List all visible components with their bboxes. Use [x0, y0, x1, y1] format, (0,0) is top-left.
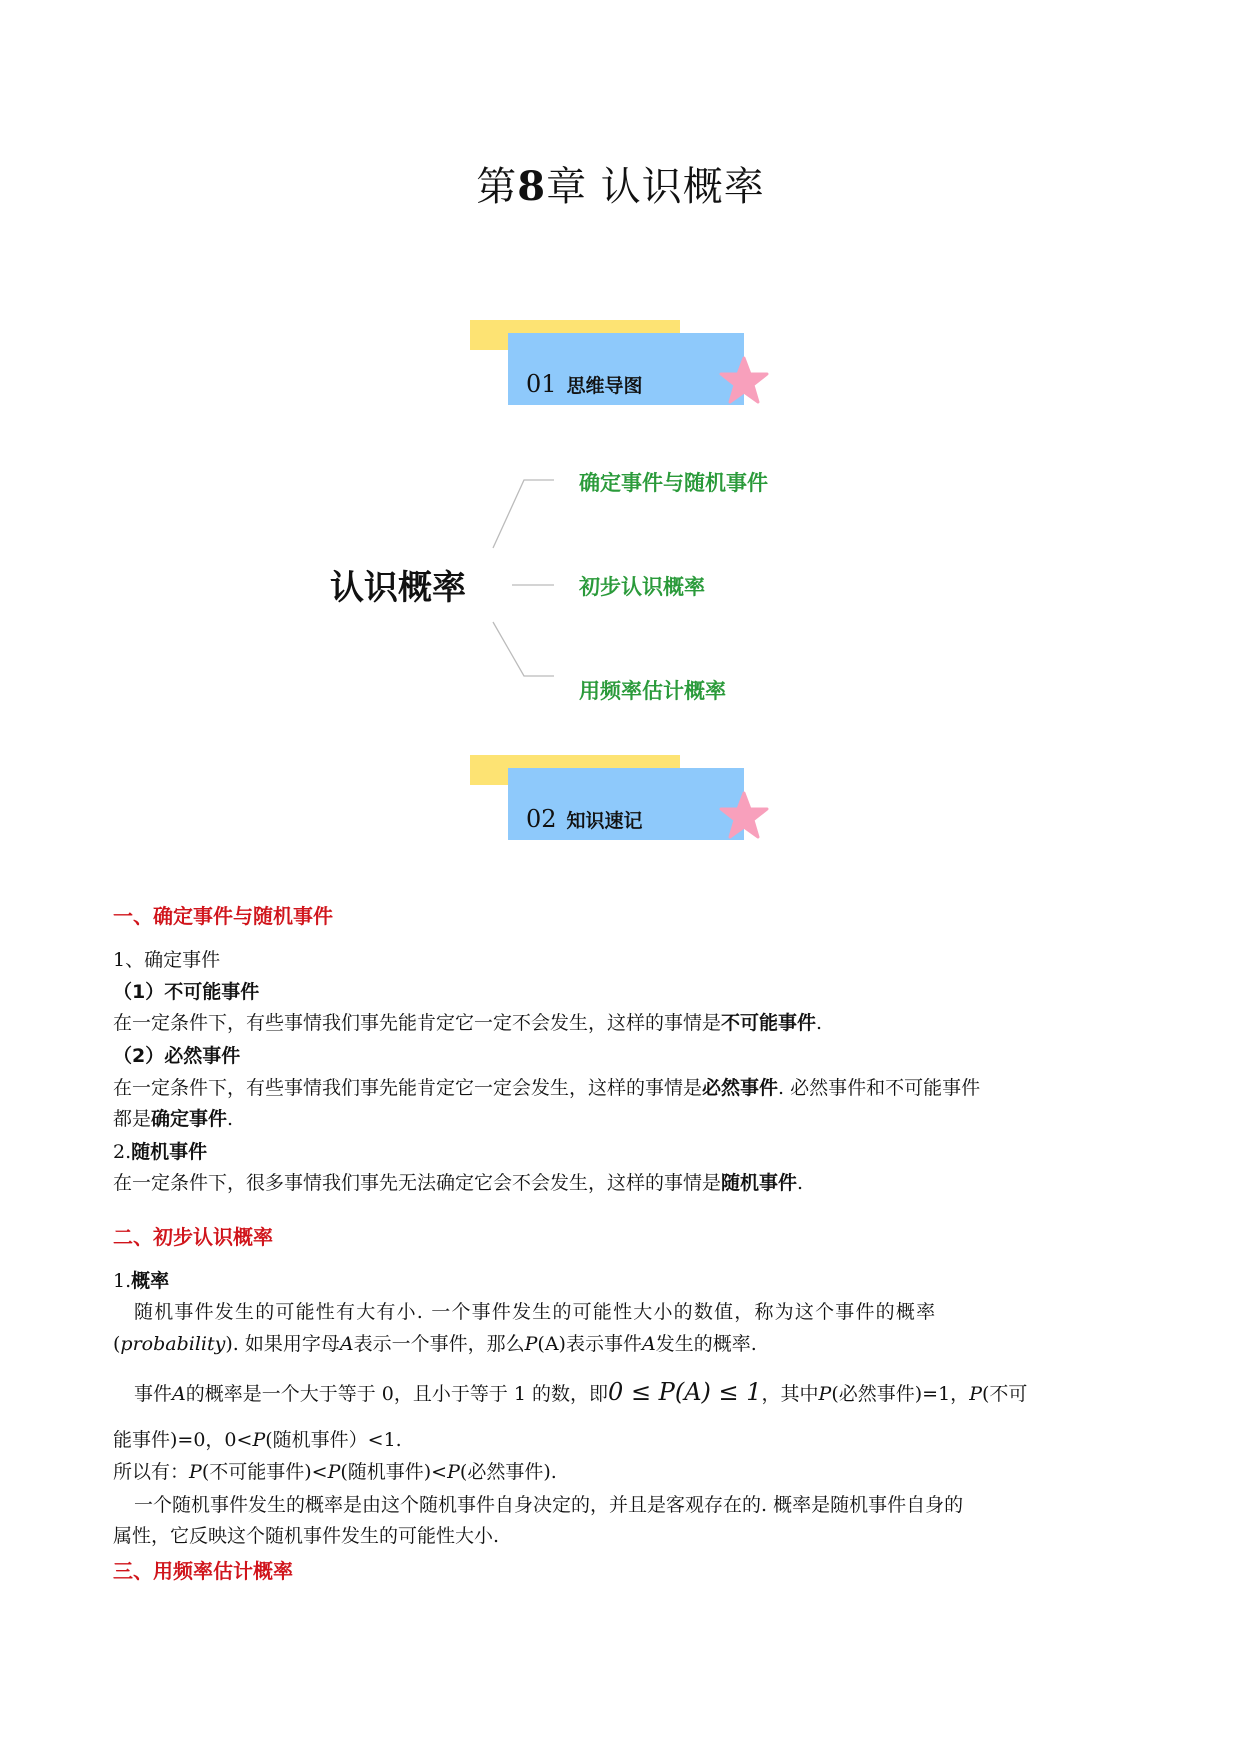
paragraph: 在一定条件下，有些事情我们事先能肯定它一定会发生，这样的事情是必然事件. 必然事件和不可能事件	[113, 1077, 981, 1099]
paragraph: 随机事件发生的可能性有大有小. 一个事件发生的可能性大小的数值，称为这个事件的概率	[134, 1301, 937, 1323]
paragraph: 都是确定事件.	[113, 1108, 234, 1130]
star-icon	[718, 790, 770, 842]
inequality-formula: 0 ≤ P(A) ≤ 1	[608, 1378, 762, 1406]
star-icon	[718, 355, 770, 407]
paragraph: 在一定条件下，很多事情我们事先无法确定它会不会发生，这样的事情是随机事件.	[113, 1172, 804, 1194]
mindmap-branch-1: 确定事件与随机事件	[579, 471, 768, 495]
section-heading-2: 二、初步认识概率	[113, 1225, 273, 1249]
item-heading: 1、确定事件	[113, 949, 221, 971]
section-banner-notes	[470, 755, 770, 855]
paragraph: 在一定条件下，有些事情我们事先能肯定它一定不会发生，这样的事情是不可能事件.	[113, 1012, 823, 1034]
mindmap-branch-2: 初步认识概率	[579, 575, 705, 599]
sub-heading: （1）不可能事件	[113, 981, 260, 1003]
mindmap-root: 认识概率	[330, 568, 466, 608]
section-heading-3: 三、用频率估计概率	[113, 1559, 293, 1583]
mindmap-connectors	[490, 470, 560, 690]
paragraph: 能事件)=0，0<P(随机事件）<1.	[113, 1429, 402, 1451]
mindmap-branch-3: 用频率估计概率	[579, 679, 726, 703]
paragraph: 事件A的概率是一个大于等于 0，且小于等于 1 的数，即0 ≤ P(A) ≤ 1，其中P(必然事件)=1，P(不可	[134, 1378, 1028, 1406]
section-heading-1: 一、确定事件与随机事件	[113, 904, 333, 928]
item-heading: 2.随机事件	[113, 1141, 208, 1163]
paragraph: 一个随机事件发生的概率是由这个随机事件自身决定的，并且是客观存在的. 概率是随机事件自身的	[134, 1494, 964, 1516]
paragraph: (probability). 如果用字母A表示一个事件，那么P(A)表示事件A发生的概率.	[113, 1333, 757, 1355]
paragraph: 所以有：P(不可能事件)<P(随机事件)<P(必然事件).	[113, 1461, 557, 1483]
banner-label: 02 知识速记	[526, 805, 643, 833]
banner-label: 01 思维导图	[526, 370, 643, 398]
section-banner-mindmap	[470, 320, 770, 420]
item-heading: 1.概率	[113, 1270, 170, 1292]
sub-heading: （2）必然事件	[113, 1045, 241, 1067]
page-title: 第8章 认识概率	[476, 163, 765, 210]
paragraph: 属性，它反映这个随机事件发生的可能性大小.	[113, 1525, 500, 1547]
